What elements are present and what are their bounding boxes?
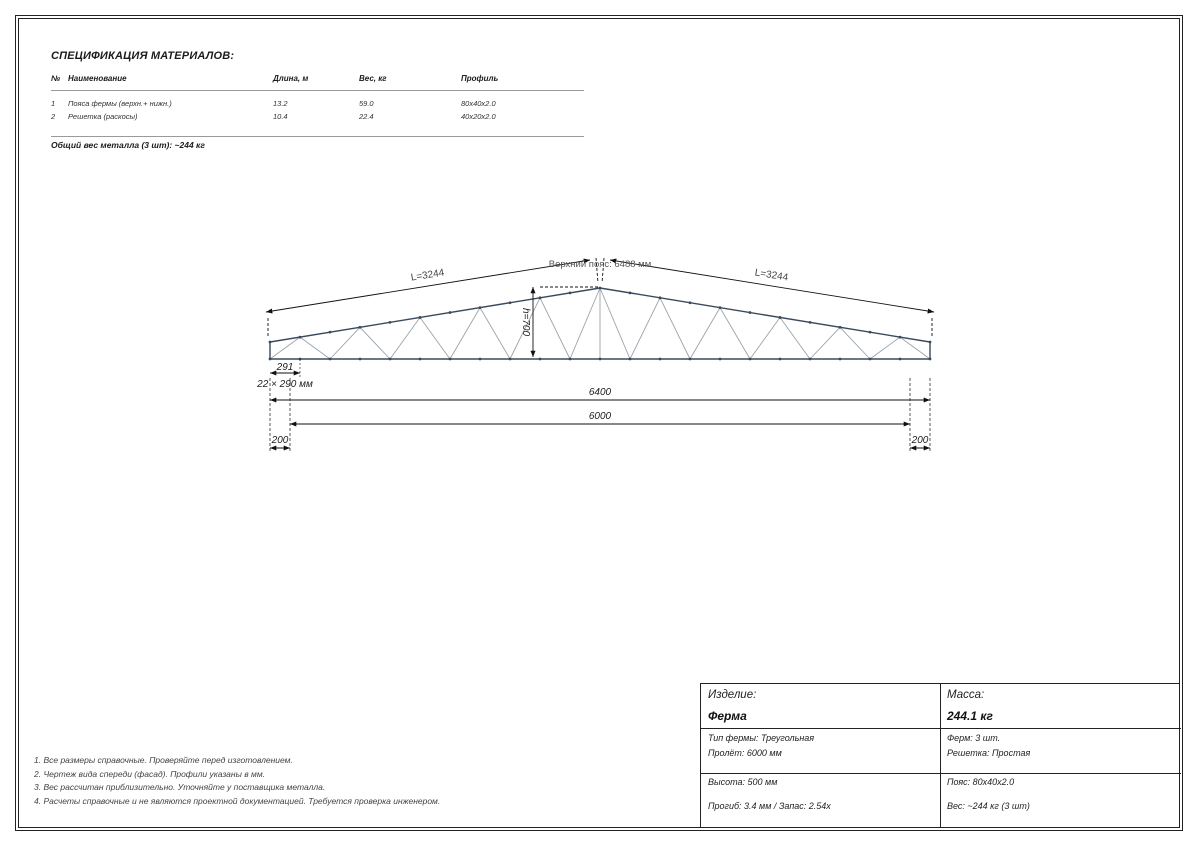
- spec-header-length: Длина, м: [273, 74, 309, 83]
- web-member: [570, 288, 600, 359]
- top-dim-right-line: [610, 260, 934, 312]
- drawing-notes: [34, 754, 440, 808]
- truss-node: [719, 358, 722, 361]
- spec-header-weight: Вес, кг: [359, 74, 387, 83]
- truss-total-weight: Вес: ~244 кг (3 шт): [947, 801, 1030, 811]
- truss-node: [899, 336, 902, 339]
- truss-node: [299, 336, 302, 339]
- web-member: [450, 308, 480, 359]
- spec-header-profile: Профиль: [461, 74, 499, 83]
- truss-node: [749, 311, 752, 314]
- mass-label: Масса:: [947, 689, 985, 701]
- truss-node: [419, 316, 422, 319]
- truss-node: [869, 331, 872, 334]
- top-chord-right-length: L=3244: [753, 267, 789, 284]
- top-chord-right: [600, 288, 930, 342]
- spec-header-number: №: [51, 74, 61, 83]
- truss-node: [689, 301, 692, 304]
- truss-node: [749, 358, 752, 361]
- truss-node: [629, 292, 632, 295]
- note-item: 2. Чертеж вида спереди (фасад). Профили указаны в мм.: [34, 768, 266, 779]
- truss-node: [899, 358, 902, 361]
- truss-chord-profile: Пояс: 80x40x2.0: [947, 777, 1015, 787]
- truss-node: [539, 296, 542, 299]
- note-item: 1. Все размеры справочные. Проверяйте перед изготовлением.: [34, 755, 293, 765]
- overhang-right-dimension: 200: [911, 435, 929, 446]
- spec-cell-length: 13.2: [273, 99, 288, 108]
- truss-type: Тип фермы: Треугольная: [708, 733, 815, 743]
- panel-count: 22 × 290 мм: [257, 379, 313, 390]
- web-member: [480, 308, 510, 359]
- spec-cell-weight: 59.0: [359, 99, 374, 108]
- spec-total-weight: Общий вес металла (3 шт): ~244 кг: [51, 140, 205, 150]
- web-member: [780, 317, 810, 359]
- truss-node: [449, 311, 452, 314]
- mass-value: 244.1 кг: [947, 709, 993, 723]
- spec-cell-profile: 40x20x2.0: [461, 112, 496, 121]
- web-member: [810, 327, 840, 359]
- truss-node: [509, 301, 512, 304]
- web-member: [690, 308, 720, 359]
- web-member: [600, 288, 630, 359]
- truss-node: [359, 358, 362, 361]
- spec-cell-name: Пояса фермы (верхн.+ нижн.): [68, 99, 172, 108]
- spec-header-name: Наименование: [68, 74, 127, 83]
- spec-cell-name: Решетка (раскосы): [68, 112, 138, 121]
- spec-cell-length: 10.4: [273, 112, 288, 121]
- truss-deflection: Прогиб: 3.4 мм / Запас: 2.54x: [708, 801, 831, 811]
- web-member: [870, 337, 900, 359]
- spec-cell-number: 1: [51, 99, 56, 108]
- truss-node: [839, 326, 842, 329]
- truss-node: [389, 358, 392, 361]
- truss-span: Пролёт: 6000 мм: [708, 748, 782, 758]
- top-chord-left-length: L=3244: [410, 267, 446, 284]
- height-dimension: h=700: [520, 307, 531, 337]
- truss-node: [569, 358, 572, 361]
- web-member: [420, 317, 450, 359]
- truss-node: [809, 321, 812, 324]
- truss-node: [929, 358, 932, 361]
- web-member: [900, 337, 930, 359]
- truss-node: [659, 358, 662, 361]
- truss-node: [869, 358, 872, 361]
- top-chord-total-note: Верхний пояс: 6488 мм: [548, 259, 652, 270]
- total-length-dimension: 6400: [588, 387, 612, 398]
- truss-lattice: [270, 288, 930, 359]
- truss-node: [509, 358, 512, 361]
- truss-node: [689, 358, 692, 361]
- web-member: [270, 337, 300, 359]
- truss-node: [839, 358, 842, 361]
- panel-dimension: 291: [276, 362, 294, 373]
- truss-node: [479, 306, 482, 309]
- truss-lattice-type: Решетка: Простая: [947, 748, 1031, 758]
- truss-count: Ферм: 3 шт.: [947, 733, 1001, 743]
- product-label: Изделие:: [708, 689, 757, 701]
- truss-node: [539, 358, 542, 361]
- truss-node: [569, 292, 572, 295]
- spec-cell-profile: 80x40x2.0: [461, 99, 496, 108]
- truss-node: [779, 316, 782, 319]
- product-value: Ферма: [708, 709, 747, 723]
- truss-node: [419, 358, 422, 361]
- truss-node: [809, 358, 812, 361]
- truss-node: [329, 358, 332, 361]
- truss-node: [929, 341, 932, 344]
- truss-node: [449, 358, 452, 361]
- title-block: [700, 683, 1180, 828]
- truss-node: [629, 358, 632, 361]
- truss-node: [659, 296, 662, 299]
- web-member: [300, 337, 330, 359]
- truss-node: [269, 358, 272, 361]
- truss-node: [269, 341, 272, 344]
- top-chord-left: [270, 288, 600, 342]
- truss-node: [599, 358, 602, 361]
- web-member: [360, 327, 390, 359]
- truss-node: [359, 326, 362, 329]
- spec-title: СПЕЦИФИКАЦИЯ МАТЕРИАЛОВ:: [51, 50, 235, 62]
- truss-node: [719, 306, 722, 309]
- truss-node: [479, 358, 482, 361]
- web-member: [390, 317, 420, 359]
- web-member: [630, 298, 660, 359]
- web-member: [660, 298, 690, 359]
- spec-cell-number: 2: [51, 112, 56, 121]
- overhang-left-dimension: 200: [271, 435, 289, 446]
- truss-node: [599, 287, 602, 290]
- web-member: [750, 317, 780, 359]
- web-member: [720, 308, 750, 359]
- top-dim-left-line: [266, 260, 590, 312]
- spec-cell-weight: 22.4: [359, 112, 374, 121]
- truss-node: [329, 331, 332, 334]
- truss-node: [389, 321, 392, 324]
- note-item: 3. Вес рассчитан приблизительно. Уточняйте у поставщика металла.: [34, 782, 326, 792]
- truss-node: [779, 358, 782, 361]
- note-item: 4. Расчеты справочные и не являются проектной документацией. Требуется проверка инженером.: [34, 795, 441, 806]
- web-member: [540, 298, 570, 359]
- truss-height: Высота: 500 мм: [708, 777, 778, 787]
- span-dimension: 6000: [588, 411, 612, 422]
